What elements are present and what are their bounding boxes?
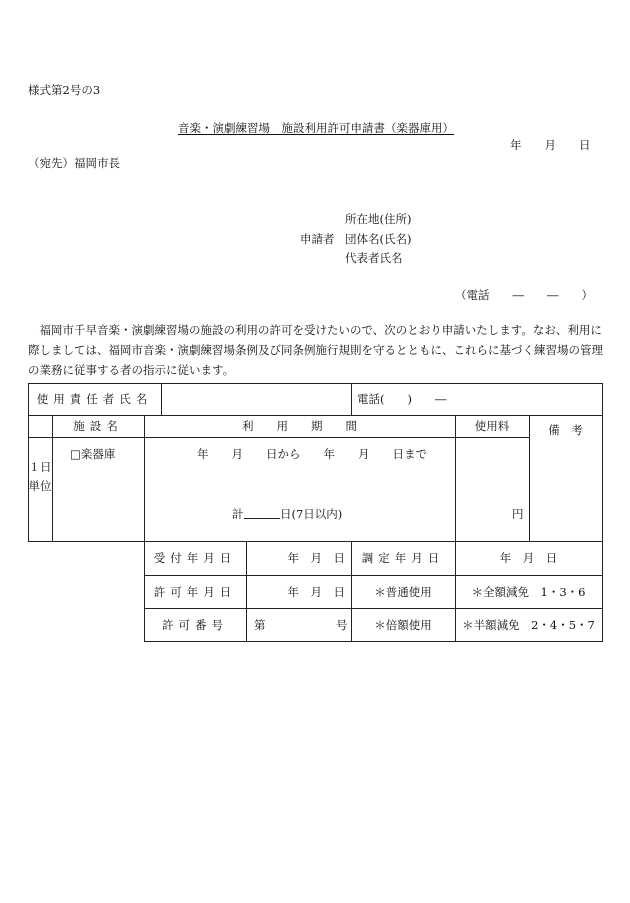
full-exemption: ＊全額減免 1・3・6 bbox=[471, 584, 586, 599]
unit-label: １日単位 bbox=[28, 460, 52, 493]
permit-date-value: 年 月 日 bbox=[287, 584, 345, 599]
total-prefix: 計 bbox=[232, 507, 244, 521]
declaration-text: 福岡市千早音楽・演劇練習場の施設の利用の許可を受けたいので、次のとおり申請いたします。なお、利用に際しましては、福岡市音楽・演劇練習場条例及び同条例施行規則を守るとともに、これらに基づく練習場の管理の業務に従事する者の指示に従います。 bbox=[28, 323, 603, 377]
representative-label: 代表者氏名 bbox=[345, 251, 403, 265]
phone-field[interactable]: 電話( ) ― bbox=[357, 392, 447, 406]
form-number: 様式第2号の3 bbox=[28, 83, 101, 97]
half-exemption: ＊半額減免 2・4・5・7 bbox=[462, 617, 595, 632]
total-suffix: 日(7日以内) bbox=[280, 507, 343, 521]
column-period: 利 用 期 間 bbox=[242, 419, 357, 433]
permit-date-label: 許可年月日 bbox=[153, 584, 237, 599]
double-use: ＊倍額使用 bbox=[374, 617, 432, 632]
responsible-person-label: 使用責任者氏名 bbox=[36, 392, 153, 406]
form-title: 音楽・演劇練習場 施設利用許可申請書（楽器庫用） bbox=[178, 121, 454, 135]
received-date-value: 年 月 日 bbox=[287, 551, 345, 565]
permit-number-prefix: 第 bbox=[254, 618, 266, 632]
addressee: （宛先）福岡市長 bbox=[28, 156, 120, 170]
yen-unit: 円 bbox=[512, 507, 524, 521]
applicant-label: 申請者 bbox=[300, 232, 335, 246]
date-line: 年 月 日 bbox=[510, 138, 591, 152]
adjust-date-label: 調定年月日 bbox=[361, 551, 445, 565]
permit-number-suffix: 号 bbox=[336, 618, 348, 632]
period-text[interactable]: 年 月 日から 年 月 日まで bbox=[197, 447, 427, 461]
address-label: 所在地(住所) bbox=[345, 212, 412, 226]
group-name-label: 団体名(氏名) bbox=[345, 232, 412, 246]
column-facility: 施設名 bbox=[73, 419, 123, 433]
phone-line: （電話 ― ― ） bbox=[455, 288, 593, 302]
column-note: 備 考 bbox=[548, 423, 583, 437]
facility-checkbox-instrument-storage[interactable]: □楽器庫 bbox=[70, 447, 116, 461]
responsible-person-field[interactable] bbox=[162, 383, 351, 415]
permit-number-label: 許可番号 bbox=[162, 617, 228, 632]
adjust-date-value: 年 月 日 bbox=[499, 551, 558, 565]
column-fee: 使用料 bbox=[474, 419, 510, 433]
normal-use: ＊普通使用 bbox=[374, 584, 432, 599]
received-date-label: 受付年月日 bbox=[153, 551, 237, 565]
